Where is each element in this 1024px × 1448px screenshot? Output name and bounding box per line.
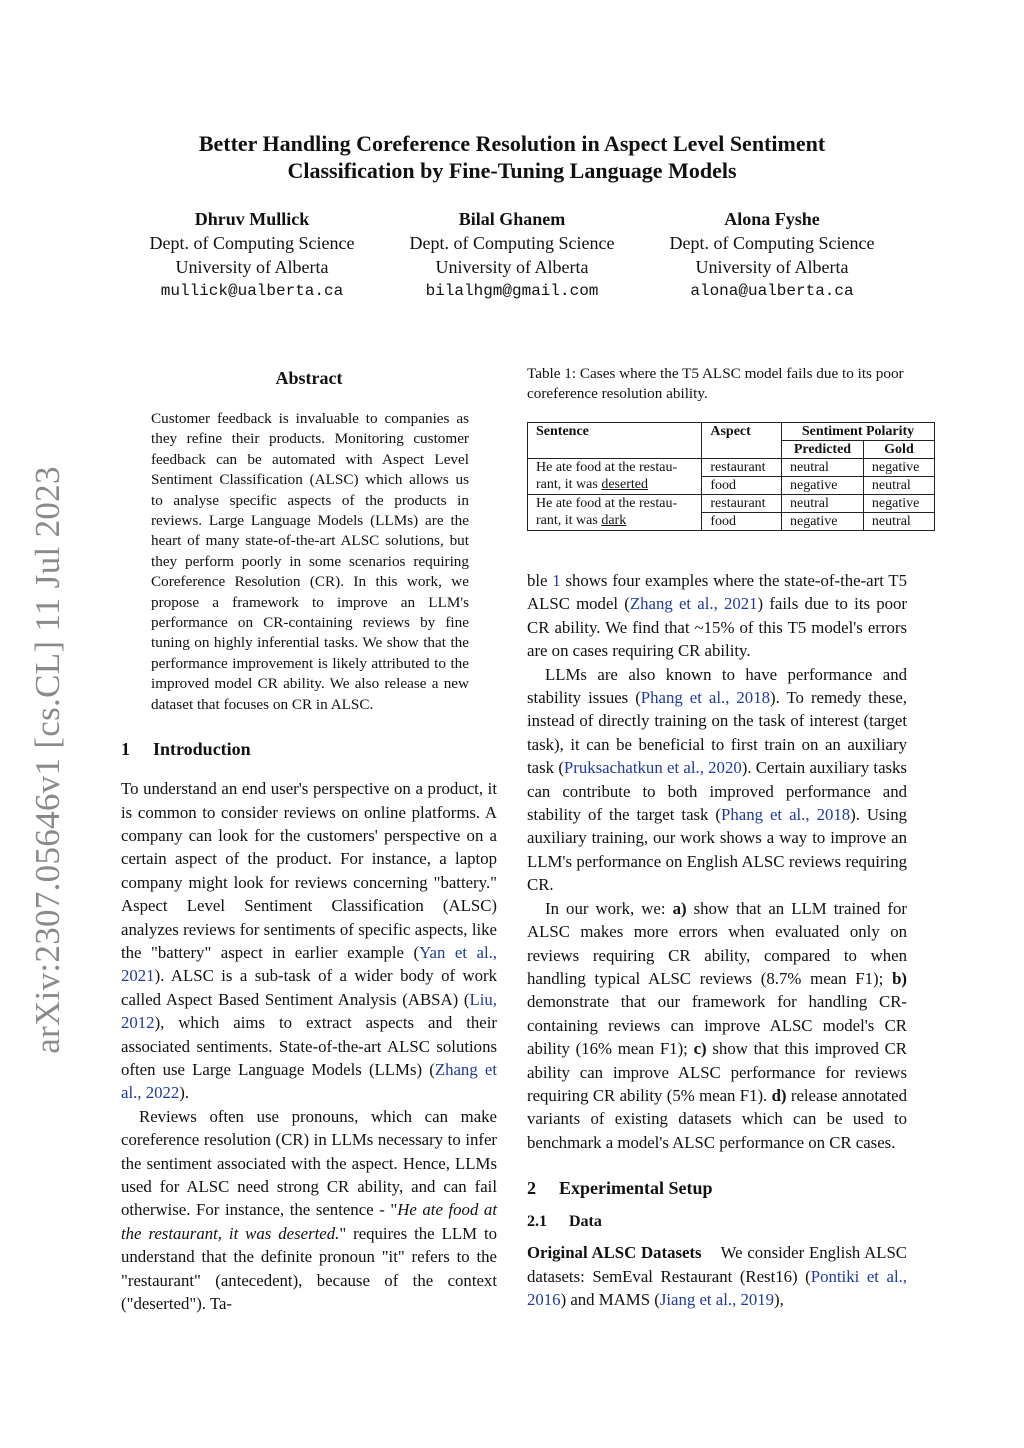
predicted-cell: negative <box>782 513 864 531</box>
author-email[interactable]: mullick@ualberta.ca <box>160 282 344 300</box>
citation-link[interactable]: Zhang et al., 2021 <box>629 594 758 614</box>
citation-link[interactable]: Liu, 2012 <box>121 989 497 1033</box>
text-run: show that this improved CR ability can improve ALSC performance for reviews requiring CR ability (5% mean F1). <box>527 1039 907 1105</box>
intro-paragraph-2 <box>121 1105 497 1316</box>
author-1 <box>122 207 382 303</box>
cell-text: rant, it was <box>536 513 602 528</box>
intro-body <box>121 777 497 1315</box>
right-paragraph-2 <box>527 663 907 897</box>
section-number: 2 <box>527 1178 536 1199</box>
author-dept: Dept. of Computing Science <box>409 233 615 253</box>
header-predicted: Predicted <box>782 441 864 459</box>
cell-text: He ate food at the restau- <box>536 496 678 511</box>
section-number: 1 <box>121 739 130 760</box>
title-line-1: Better Handling Coreference Resolution in Aspect Level Sentiment <box>198 131 826 156</box>
list-label: b) <box>892 968 907 988</box>
text-run: demonstrate that our framework for handling CR-containing reviews can improve ALSC model's CR ability (16% mean F1); <box>527 992 907 1059</box>
author-email[interactable]: bilalhgm@gmail.com <box>425 282 599 300</box>
predicted-cell: neutral <box>782 459 864 477</box>
section-title: Experimental Setup <box>559 1178 713 1199</box>
sentence-cell <box>528 495 702 531</box>
right-paragraph-3 <box>527 897 907 1154</box>
subsection-number: 2.1 <box>527 1213 547 1231</box>
citation-link[interactable]: Jiang et al., 2019 <box>659 1289 775 1309</box>
underlined-word: dark <box>601 513 627 528</box>
text-run: ) and MAMS ( <box>560 1289 660 1309</box>
arxiv-stamp-text: arXiv:2307.05646v1 [cs.CL] 11 Jul 2023 <box>28 465 67 1054</box>
text-run: release annotated variants of existing datasets which can be used to benchmark a model's ALSC performance on CR cases. <box>527 1085 907 1152</box>
intro-paragraph-1 <box>121 777 497 1105</box>
section-heading-experimental-setup <box>527 1178 907 1199</box>
author-name: Alona Fyshe <box>724 209 820 229</box>
paper-title <box>110 130 914 184</box>
text-run: " requires the LLM to understand that the definite pronoun "it" refers to the "restaurant" (antecedent), because of the context ("deserted"). Ta- <box>121 1223 497 1314</box>
subsection-heading-data <box>527 1213 907 1231</box>
citation-link[interactable]: Phang et al., 2018 <box>721 805 851 825</box>
citation-link[interactable]: Phang et al., 2018 <box>640 688 770 708</box>
arxiv-stamp <box>18 462 78 1057</box>
text-run: ). ALSC is a sub-task of a wider body of work called Aspect Based Sentiment Analysis (ABSA) ( <box>121 966 497 1009</box>
text-run: ble <box>527 571 553 590</box>
citation-link[interactable]: Pontiki et al., 2016 <box>527 1266 907 1309</box>
right-body <box>527 569 907 1154</box>
author-univ: University of Alberta <box>695 257 849 277</box>
subsection-title: Data <box>569 1213 602 1231</box>
text-run: To understand an end user's perspective on a product, it is common to consider reviews on online platforms. A company can look for the customers' perspective on a certain aspect of the product. For instance, a laptop company might look for reviews concerning "battery." Aspect Level Sentiment Classification (ALSC) analyzes reviews for sentiments of specific aspects, like the "battery" aspect in earlier example ( <box>121 779 497 962</box>
header-aspect: Aspect <box>702 423 782 459</box>
text-run: ). To remedy these, instead of directly training on the task of interest (target task), it can be beneficial to first train on an auxiliary task ( <box>527 688 907 778</box>
text-run: ) fails due to its poor CR ability. We find that ~15% of this T5 model's errors are on cases requiring CR ability. <box>527 594 907 661</box>
aspect-cell: restaurant <box>702 459 782 477</box>
citation-link[interactable]: Zhang et al., 2022 <box>121 1059 497 1103</box>
cell-text: rant, it was <box>536 477 602 492</box>
section-title: Introduction <box>153 739 251 760</box>
text-run: LLMs are also known to have performance and stability issues ( <box>527 664 907 708</box>
abstract-heading: Abstract <box>275 368 343 388</box>
list-label: d) <box>771 1085 787 1105</box>
failure-cases-table <box>527 422 935 531</box>
table-row <box>528 459 935 477</box>
gold-cell: negative <box>863 459 934 477</box>
citation-link[interactable]: Yan et al., 2021 <box>121 942 497 986</box>
right-paragraph-1 <box>527 569 907 663</box>
author-2 <box>382 207 642 303</box>
header-polarity: Sentiment Polarity <box>782 423 935 441</box>
gold-cell: neutral <box>863 513 934 531</box>
text-run: In our work, we: <box>545 898 673 918</box>
author-name: Bilal Ghanem <box>458 209 566 229</box>
text-run: shows four examples where the state-of-the-art T5 ALSC model ( <box>527 571 907 614</box>
citation-link[interactable]: Pruksachatkun et al., 2020 <box>563 758 742 778</box>
table-header-row <box>528 423 935 441</box>
author-email[interactable]: alona@ualberta.ca <box>690 282 854 300</box>
author-block <box>122 207 902 303</box>
author-dept: Dept. of Computing Science <box>669 233 875 253</box>
example-sentence: He ate food at the restaurant, it was deserted. <box>121 1200 497 1243</box>
aspect-cell: food <box>702 477 782 495</box>
text-run: ), <box>774 1289 784 1309</box>
table-row <box>528 495 935 513</box>
text-run: ). Using auxiliary training, our work shows a way to improve an LLM's performance on English ALSC reviews requiring CR. <box>527 805 908 895</box>
abstract-text: Customer feedback is invaluable to companies as they refine their products. Monitoring customer feedback can be automated with Aspect Level Sentiment Classification (ALSC) which allows us to analyse specific aspects of the products in reviews. Large Language Models (LLMs) are the heart of many state-of-the-art ALSC solutions, but they perform poorly in some scenarios requiring Coreference Resolution (CR). In this work, we propose a framework to improve an LLM's performance on CR-containing reviews by fine tuning on highly inferential tasks. We show that the performance improvement is likely attributed to the improved model CR ability. We also release a new dataset that focuses on CR in ALSC. <box>151 410 469 713</box>
right-column <box>527 364 920 1311</box>
left-column <box>121 364 497 1315</box>
text-run: Reviews often use pronouns, which can make coreference resolution (CR) in LLMs necessary to infer the sentiment associated with the aspect. Hence, LLMs used for ALSC need strong CR ability, and can fail otherwise. For instance, the sentence - " <box>121 1106 497 1220</box>
run-in-heading: Original ALSC Datasets <box>527 1243 702 1263</box>
text-run: We consider English ALSC datasets: SemEval Restaurant (Rest16) ( <box>527 1243 907 1286</box>
title-line-2: Classification by Fine-Tuning Language Models <box>287 158 737 183</box>
sentence-cell <box>528 459 702 495</box>
list-label: a) <box>672 898 687 918</box>
header-gold: Gold <box>863 441 934 459</box>
data-body <box>527 1241 907 1311</box>
section-heading-introduction <box>121 739 497 760</box>
predicted-cell: negative <box>782 477 864 495</box>
aspect-cell: food <box>702 513 782 531</box>
author-univ: University of Alberta <box>435 257 589 277</box>
aspect-cell: restaurant <box>702 495 782 513</box>
gold-cell: negative <box>863 495 934 513</box>
header-sentence: Sentence <box>528 423 702 459</box>
author-3 <box>642 207 902 303</box>
table-ref-link[interactable]: 1 <box>552 571 561 590</box>
data-paragraph <box>527 1241 907 1311</box>
author-name: Dhruv Mullick <box>194 209 310 229</box>
cell-text: He ate food at the restau- <box>536 460 678 475</box>
text-run: ). Certain auxiliary tasks can contribute to both improved performance and stability of the target task ( <box>527 758 907 825</box>
list-label: c) <box>693 1039 707 1059</box>
author-dept: Dept. of Computing Science <box>149 233 355 253</box>
text-run: ), which aims to extract aspects and their associated sentiments. State-of-the-art ALSC solutions often use Large Language Models (LLMs) ( <box>121 1013 497 1079</box>
table-caption: Table 1: Cases where the T5 ALSC model fails due to its poor coreference resolution ability. <box>527 365 904 402</box>
text-run: ). <box>179 1083 190 1103</box>
gold-cell: neutral <box>863 477 934 495</box>
underlined-word: deserted <box>601 477 648 492</box>
author-univ: University of Alberta <box>175 257 329 277</box>
text-run: show that an LLM trained for ALSC makes more errors when evaluated only on reviews requiring CR ability, compared to when handling typical ALSC reviews (8.7% mean F1); <box>527 898 908 988</box>
predicted-cell: neutral <box>782 495 864 513</box>
